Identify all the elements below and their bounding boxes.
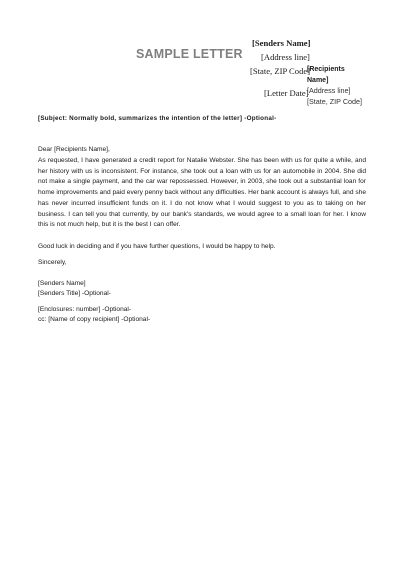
signature-name: [Senders Name] bbox=[38, 280, 86, 287]
closing: Sincerely, bbox=[38, 259, 67, 266]
cc-line: cc: [Name of copy recipient] -Optional- bbox=[38, 316, 151, 323]
recipient-block bbox=[307, 65, 362, 107]
body-paragraph-2: Good luck in deciding and if you have further questions, I would be happy to help. bbox=[38, 243, 276, 250]
letter-date: [Letter Date] bbox=[264, 88, 309, 98]
recipient-name-line1: [Recipients bbox=[307, 66, 345, 73]
sender-address: [Address line] bbox=[261, 52, 310, 62]
letter-title: SAMPLE LETTER bbox=[136, 47, 243, 61]
subject-line: [Subject: Normally bold, summarizes the intention of the letter] -Optional- bbox=[38, 115, 277, 122]
recipient-state-zip: [State, ZIP Code] bbox=[307, 96, 363, 106]
body-paragraph-1: As requested, I have generated a credit report for Natalie Webster. She has been with us for quite a while, and her history with us is inconsistent. For instance, she took out a loan with us for an automobile in 2004. She did not make a single payment, and the car war repossessed. However, in 2003, she took out a substantial loan for home improvements and paid every penny back without any difficulties. Her bank account is always full, and she has never incurred insufficient funds on it. I do not know what I would suggest to you as to taking on her business. I can tell you that currently, by our bank's standards, we would agree to a small loan for her. I know this is not much help, but it is the best I can offer. bbox=[38, 157, 366, 229]
signature-title: [Senders Title] -Optional- bbox=[38, 290, 111, 297]
sender-name: [Senders Name] bbox=[252, 38, 311, 48]
recipient-name-line2: Name] bbox=[307, 76, 329, 84]
recipient-address: [Address line] bbox=[307, 86, 351, 95]
sender-state-zip: [State, ZIP Code] bbox=[250, 66, 311, 76]
salutation: Dear [Recipients Name], bbox=[38, 146, 110, 153]
enclosures-line: [Enclosures: number] -Optional- bbox=[38, 306, 132, 313]
